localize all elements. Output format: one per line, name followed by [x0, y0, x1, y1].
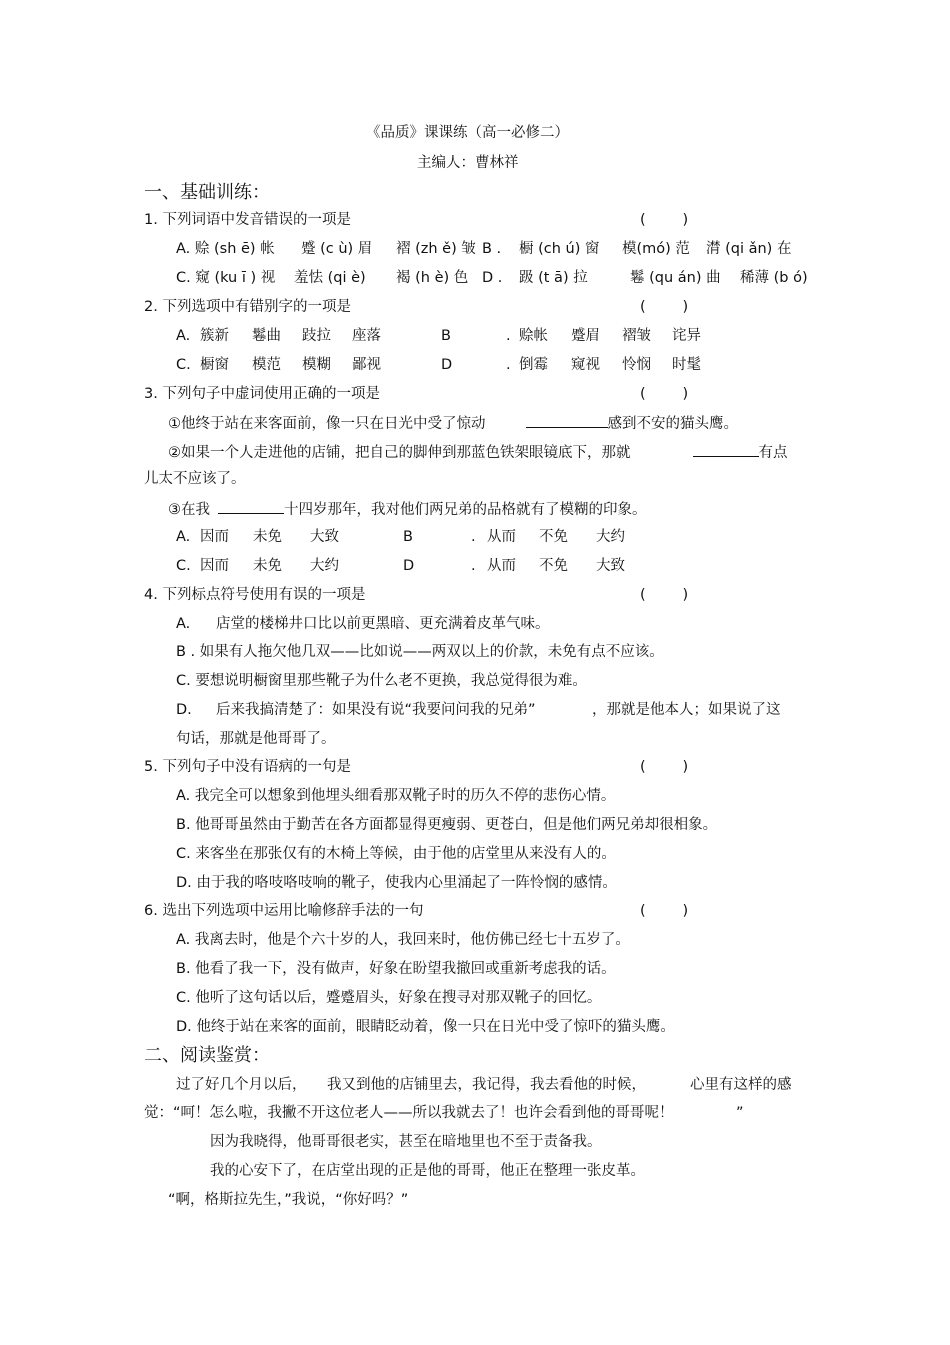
q3-option-a-word: 大致: [310, 529, 339, 545]
q2-option-b-word: 诧异: [672, 328, 701, 344]
q2-option-a-word: 簇新: [200, 328, 229, 344]
q5-answer-bracket: ( ): [640, 759, 689, 775]
q4-option-d-label: D.: [176, 702, 192, 718]
reading-paragraph-1-part: 过了好几个月以后，: [176, 1077, 307, 1093]
q2-option-b-dot: .: [506, 328, 511, 344]
q3-option-d-word: 大致: [596, 558, 625, 574]
q1-option-a-1: A. 赊 (sh ē) 帐: [176, 241, 275, 257]
q6-stem: 6. 选出下列选项中运用比喻修辞手法的一句: [144, 903, 424, 919]
q2-option-c-word: 鄙视: [352, 357, 381, 373]
q3-option-a-word: 未免: [253, 529, 282, 545]
q2-option-c-word: 模范: [252, 357, 281, 373]
q1-option-a-2: 蹙 (c ù) 眉: [301, 241, 373, 257]
q2-option-d-dot: .: [506, 357, 511, 373]
editor-line: 主编人：曹林祥: [417, 155, 519, 171]
q2-answer-bracket: ( ): [640, 299, 689, 315]
reading-closing-quote: ”: [736, 1105, 744, 1121]
q2-option-c-word: 模糊: [302, 357, 331, 373]
q1-option-b-3: 潸 (qi ǎn) 在: [706, 241, 792, 257]
q2-option-a-word: 鬈曲: [252, 328, 281, 344]
q6-option-c: C. 他听了这句话以后，蹙蹙眉头，好象在搜寻对那双靴子的回忆。: [176, 990, 602, 1006]
fill-blank: [693, 442, 759, 457]
q1-option-b-label: B .: [482, 241, 502, 257]
q2-option-c-label: C.: [176, 357, 191, 373]
q4-option-d-continued: 句话，那就是他哥哥了。: [176, 731, 336, 747]
q1-option-c-3: 褐 (h è) 色: [396, 270, 469, 286]
q3-option-c-word: 未免: [253, 558, 282, 574]
q2-option-d-word: 倒霉: [519, 357, 548, 373]
q2-option-d-word: 时髦: [672, 357, 701, 373]
section-heading-reading: 二、阅读鉴赏：: [144, 1045, 270, 1066]
q3-option-b-dot: .: [471, 529, 476, 545]
q3-option-b-word: 不免: [539, 529, 568, 545]
q3-sentence-3-part: ③在我: [168, 502, 210, 518]
q3-option-d-label: D: [403, 558, 415, 574]
q3-sentence-1: [168, 413, 738, 433]
q2-option-d-word: 怜悯: [622, 357, 651, 373]
q2-option-b-word: 赊帐: [519, 328, 548, 344]
q2-stem: 2. 下列选项中有错别字的一项是: [144, 299, 351, 315]
q2-option-c-word: 橱窗: [200, 357, 229, 373]
section-heading-basic: 一、基础训练：: [144, 182, 270, 203]
q3-option-a-word: 因而: [200, 529, 229, 545]
q6-option-b: B. 他看了我一下，没有做声，好象在盼望我撤回或重新考虑我的话。: [176, 961, 616, 977]
q3-sentence-2: [168, 442, 788, 462]
q3-option-d-dot: .: [471, 558, 476, 574]
q3-sentence-2-continued: 儿太不应该了。: [144, 471, 246, 487]
q1-option-a-3: 褶 (zh ě) 皱: [396, 241, 476, 257]
q3-sentence-2-part: ②如果一个人走进他的店铺，把自己的脚伸到那蓝色铁架眼镜底下，那就: [168, 445, 631, 461]
q3-sentence-1-part: 感到不安的猫头鹰。: [607, 416, 738, 432]
q1-option-b-1: 橱 (ch ú) 窗: [519, 241, 600, 257]
q3-option-b-label: B: [403, 529, 413, 545]
q3-option-d-word: 不免: [539, 558, 568, 574]
q6-option-a: A. 我离去时，他是个六十岁的人，我回来时，他仿佛已经七十五岁了。: [176, 932, 630, 948]
q3-sentence-3-part: 十四岁那年，我对他们两兄弟的品格就有了模糊的印象。: [284, 502, 647, 518]
fill-blank: [526, 413, 608, 428]
q3-option-b-word: 大约: [596, 529, 625, 545]
q3-stem: 3. 下列句子中虚词使用正确的一项是: [144, 386, 380, 402]
q2-option-a-word: 座落: [352, 328, 381, 344]
q4-answer-bracket: ( ): [640, 587, 689, 603]
q3-option-c-word: 因而: [200, 558, 229, 574]
q2-option-a-word: 跂拉: [302, 328, 331, 344]
q3-option-b-word: 从而: [487, 529, 516, 545]
q4-option-c: C. 要想说明橱窗里那些靴子为什么老不更换，我总觉得很为难。: [176, 673, 587, 689]
q1-option-d-label: D .: [482, 270, 503, 286]
q3-answer-bracket: ( ): [640, 386, 689, 402]
q4-option-a: 店堂的楼梯井口比以前更黑暗、更充满着皮革气味。: [216, 616, 550, 632]
q1-option-b-2: 模(mó) 范: [622, 241, 690, 257]
q2-option-b-label: B: [441, 328, 451, 344]
q4-option-d-part: 后来我搞清楚了：如果没有说“我要问问我的兄弟”: [216, 702, 536, 718]
q2-option-d-label: D: [441, 357, 453, 373]
reading-paragraph-1-part: 心里有这样的感: [690, 1077, 792, 1093]
q2-option-d-word: 窥视: [571, 357, 600, 373]
q2-option-a-label: A.: [176, 328, 191, 344]
q5-option-b: B. 他哥哥虽然由于勤苦在各方面都显得更瘦弱、更苍白，但是他们两兄弟却很相象。: [176, 817, 718, 833]
reading-paragraph-3: 我的心安下了，在店堂出现的正是他的哥哥，他正在整理一张皮革。: [210, 1163, 645, 1179]
q2-option-b-word: 褶皱: [622, 328, 651, 344]
q4-option-a-label: A.: [176, 616, 191, 632]
q1-option-c-2: 羞怯 (qi è): [294, 270, 366, 286]
q1-option-c-1: C. 窥 (ku ī ) 视: [176, 270, 276, 286]
q3-option-c-word: 大约: [310, 558, 339, 574]
q3-option-d-word: 从而: [487, 558, 516, 574]
q1-option-d-3: 稀薄 (b ó): [740, 270, 808, 286]
page-title: 《品质》课课练（高一必修二）: [366, 125, 569, 141]
q5-option-c: C. 来客坐在那张仅有的木椅上等候，由于他的店堂里从来没有人的。: [176, 846, 616, 862]
q1-option-d-1: 趿 (t ā) 拉: [519, 270, 588, 286]
reading-paragraph-4: “啊，格斯拉先生，”我说，“你好吗？”: [168, 1192, 409, 1208]
q3-sentence-2-part: 有点: [758, 445, 788, 461]
q3-sentence-3: [168, 499, 647, 519]
reading-paragraph-1-continued: 觉：“呵！怎么啦，我撇不开这位老人——所以我就去了！也许会看到他的哥哥呢！: [144, 1105, 674, 1121]
q3-sentence-1-part: ①他终于站在来客面前，像一只在日光中受了惊动: [168, 416, 486, 432]
q5-stem: 5. 下列句子中没有语病的一句是: [144, 759, 351, 775]
q1-stem: 1. 下列词语中发音错误的一项是: [144, 212, 351, 228]
q3-option-a-label: A.: [176, 529, 191, 545]
reading-paragraph-1-part: 我又到他的店铺里去，我记得，我去看他的时候，: [327, 1077, 646, 1093]
q6-answer-bracket: ( ): [640, 903, 689, 919]
q5-option-a: A. 我完全可以想象到他埋头细看那双靴子时的历久不停的悲伤心情。: [176, 788, 616, 804]
q4-option-b: B . 如果有人拖欠他几双——比如说——两双以上的价款，未免有点不应该。: [176, 644, 664, 660]
q4-option-d-part: ，那就是他本人；如果说了这: [592, 702, 781, 718]
fill-blank: [218, 499, 284, 514]
q5-option-d: D. 由于我的咯吱咯吱响的靴子，使我内心里涌起了一阵怜悯的感情。: [176, 875, 617, 891]
q4-stem: 4. 下列标点符号使用有误的一项是: [144, 587, 366, 603]
reading-paragraph-2: 因为我晓得，他哥哥很老实，甚至在暗地里也不至于责备我。: [210, 1134, 602, 1150]
q2-option-b-word: 蹙眉: [571, 328, 600, 344]
q1-answer-bracket: ( ): [640, 212, 689, 228]
q3-option-c-label: C.: [176, 558, 191, 574]
q1-option-d-2: 鬈 (qu án) 曲: [630, 270, 721, 286]
q6-option-d: D. 他终于站在来客的面前，眼睛眨动着，像一只在日光中受了惊吓的猫头鹰。: [176, 1019, 675, 1035]
